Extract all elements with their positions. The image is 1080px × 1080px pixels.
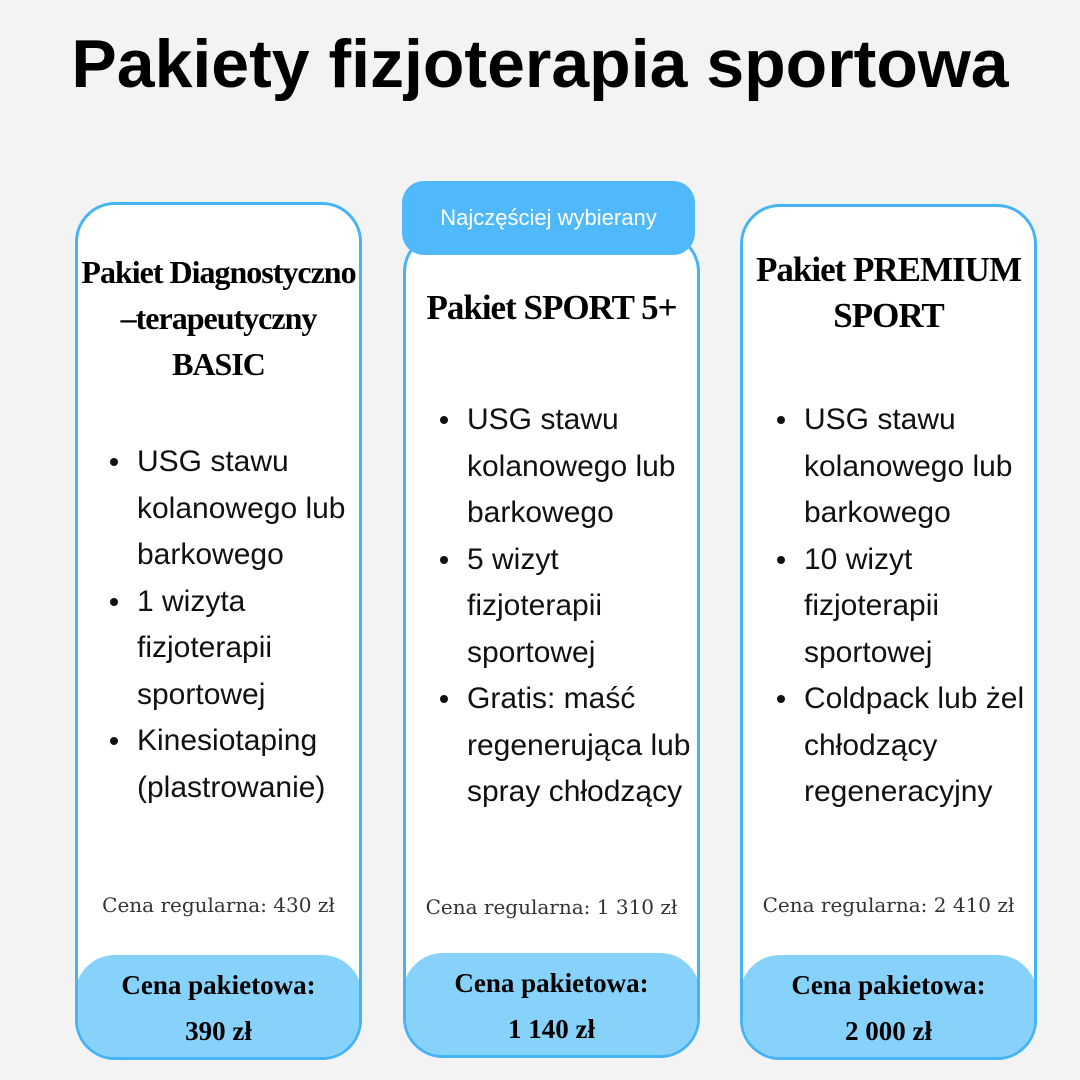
package-title: Pakiet Diagnostyczno –terapeutyczny BASIC [81,254,356,382]
package-price-box[interactable] [740,955,1037,1060]
page-title: Pakiety fizjoterapia sportowa [71,26,1009,102]
feature-list [106,439,362,811]
package-title: Pakiet SPORT 5+ [426,288,677,327]
package-price-value: 390 zł [185,1016,252,1046]
feature-item: Gratis: maść regenerująca lub spray chłodzący [436,676,698,816]
most-popular-badge: Najczęściej wybierany [402,181,695,255]
package-card-sport[interactable] [403,232,700,1058]
package-price-label: Cena pakietowa: [121,970,316,1000]
package-price-value: 1 140 zł [508,1014,595,1044]
package-price-label: Cena pakietowa: [791,970,986,1000]
feature-item: 10 wizyt fizjoterapii sportowej [773,537,1035,677]
feature-item: Coldpack lub żel chłodzący regeneracyjny [773,676,1035,816]
feature-list [773,397,1035,816]
feature-item: USG stawu kolanowego lub barkowego [106,439,362,579]
package-price-box[interactable] [403,953,700,1058]
regular-price: Cena regularna: 430 zł [102,893,335,917]
feature-item: 5 wizyt fizjoterapii sportowej [436,537,698,677]
package-price-box[interactable] [75,955,362,1060]
regular-price: Cena regularna: 2 410 zł [762,893,1015,917]
package-price-label: Cena pakietowa: [454,968,649,998]
feature-item: USG stawu kolanowego lub barkowego [436,397,698,537]
package-price-value: 2 000 zł [845,1016,932,1046]
feature-item: Kinesiotaping (plastrowanie) [106,718,362,811]
feature-list [436,397,698,816]
feature-item: USG stawu kolanowego lub barkowego [773,397,1035,537]
feature-item: 1 wizyta fizjoterapii sportowej [106,579,362,719]
package-title: Pakiet PREMIUM SPORT [756,250,1021,335]
regular-price: Cena regularna: 1 310 zł [425,895,678,919]
package-card-premium[interactable] [740,204,1037,1060]
package-card-basic[interactable] [75,202,362,1060]
